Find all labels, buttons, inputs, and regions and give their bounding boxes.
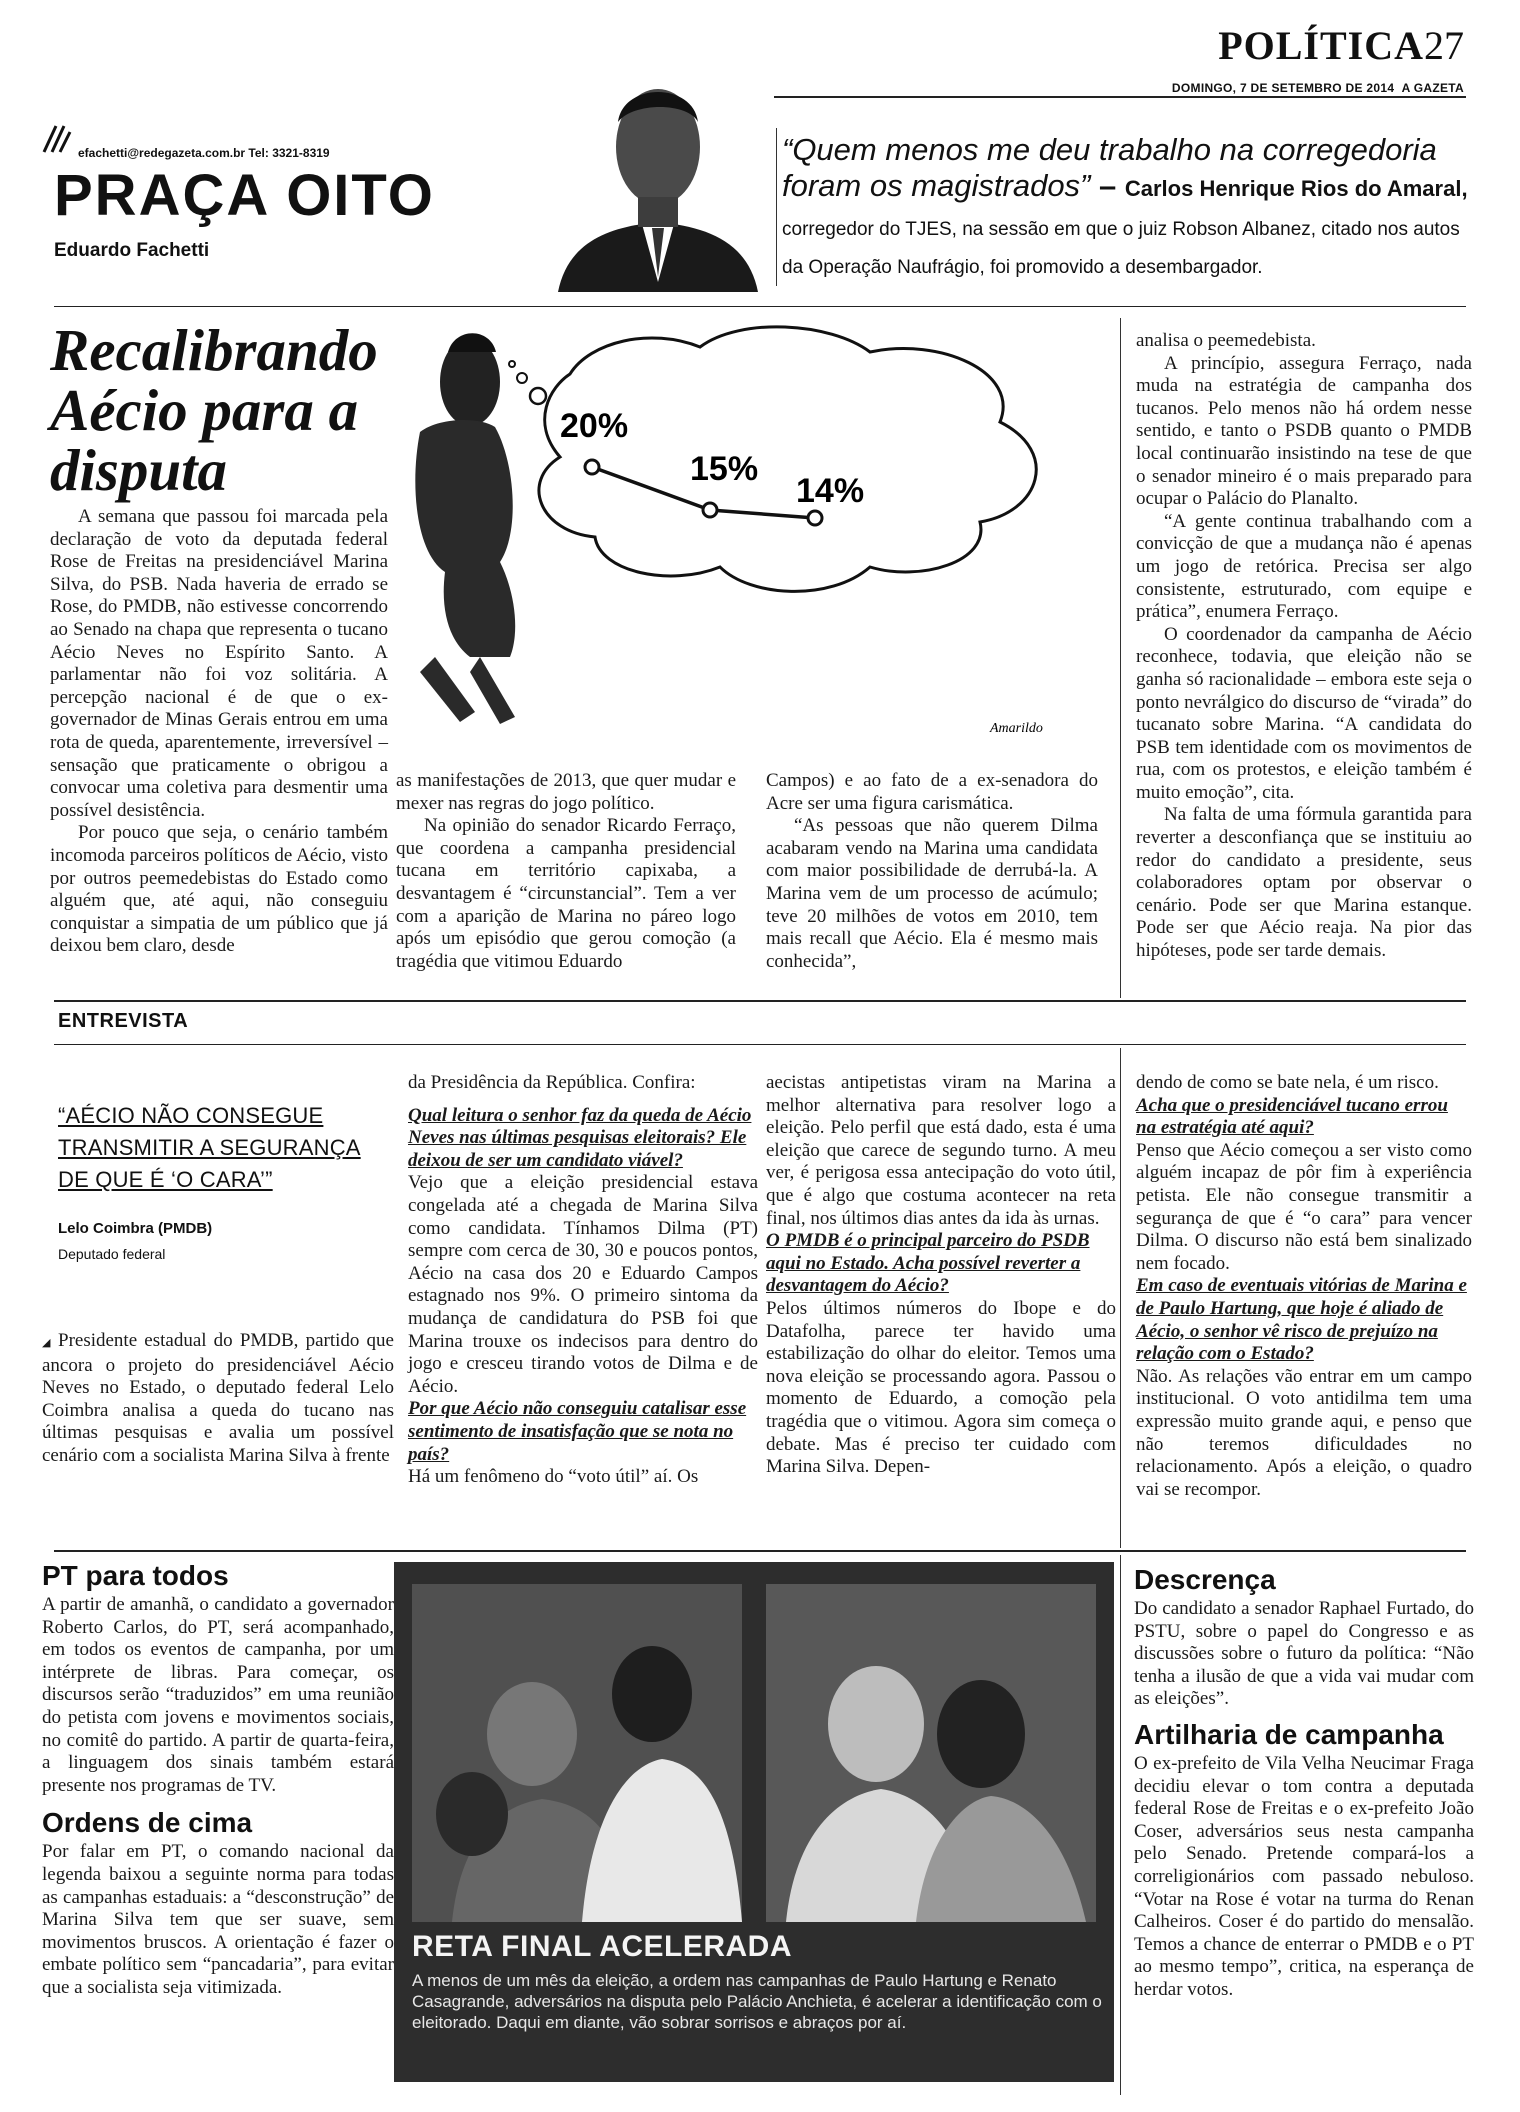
quote-text: “Quem menos me deu trabalho na corregedoria foram os magistrados” bbox=[782, 132, 1437, 203]
paragraph: Campos) e ao fato de a ex-senadora do Acre ser uma figura carismática. bbox=[766, 770, 1098, 814]
photo-title: RETA FINAL ACELERADA bbox=[412, 1930, 792, 1963]
main-headline: Recalibrando Aécio para a disputa bbox=[50, 317, 378, 503]
answer-4: Penso que Aécio começou a ser visto como alguém incapaz de pôr fim à experiência petista. Ele não consegue transmitir a segurança de que é “o cara” para vencer Dilma. O discurso não está bem sinalizado nem focado. bbox=[1136, 1139, 1472, 1274]
quote-dash: – bbox=[1090, 168, 1125, 203]
answer-2: Há um fenômeno do “voto útil” aí. Os bbox=[408, 1466, 699, 1488]
note-text-artilharia: O ex-prefeito de Vila Velha Neucimar Fraga decidiu elevar o tom contra a deputada federal Rose de Freitas e o ex-prefeito João Coser, adversários seus nesta campanha pelo Senado. Pretende compará-los a correligionários com passado nebuloso. “Votar na Rose é votar na turma do Renan Calheiros. Coser é do partido do mensalão. Temos a chance de enterrar o PMDB e o PT ao mesmo tempo”, critica, na esperança de herdar votos. bbox=[1134, 1752, 1474, 2000]
interview-col2 bbox=[408, 1072, 758, 1489]
cartoon bbox=[400, 312, 1080, 752]
interviewee-name: Lelo Coimbra (PMDB) bbox=[58, 1220, 213, 1237]
answer-1: Vejo que a eleição presidencial estava congelada até a chegada de Marina Silva como candidata. Tínhamos Dilma (PT) sempre com cerca de 30, 30 e poucos pontos, Aécio na casa dos 20 e Eduardo Campos estagnado nos 9%. O primeiro sintoma da mudança de candidatura do PSB foi que Marina trouxe os indecisos para dentro do jogo e cresceu tirando votos de Dilma e de Aécio. bbox=[408, 1172, 758, 1397]
column-divider bbox=[1120, 318, 1121, 998]
paragraph: O coordenador da campanha de Aécio reconhece, todavia, que eleição não se ganha só racionalidade – embora este seja o ponto nevrálgico do discurso de “virada” do tucanato sobre Marina. “A candidata do PSB tem identidade com os movimentos de rua, com os protestos, e eleição também é muito emoção”, cita. bbox=[1136, 623, 1472, 803]
photo-caption: A menos de um mês da eleição, a ordem nas campanhas de Paulo Hartung e Renato Casagrande, adversários na disputa pelo Palácio Anchieta, é acelerar a identificação com o eleitorado. Daqui em diante, vão sobrar sorrisos e abraços por aí. bbox=[412, 1971, 1102, 2032]
note-title-pt: PT para todos bbox=[42, 1560, 229, 1591]
question-1: Qual leitura o senhor faz da queda de Aécio Neves nas últimas pesquisas eleitorais? Ele deixou de ser um candidato viável? bbox=[408, 1104, 752, 1171]
top-quote bbox=[782, 132, 1484, 283]
interview-top-rule bbox=[54, 1000, 1466, 1002]
issue-date: DOMINGO, 7 DE SETEMBRO DE 2014 bbox=[1171, 81, 1395, 95]
cartoonist-signature: Amarildo bbox=[990, 721, 1043, 736]
slash-logo-icon bbox=[42, 118, 72, 154]
question-3: O PMDB é o principal parceiro do PSDB aqui no Estado. Acha possível reverter a desvantagem do Aécio? bbox=[766, 1230, 1090, 1297]
header-rule bbox=[774, 96, 1466, 98]
column-title: PRAÇA OITO bbox=[54, 163, 435, 228]
paragraph: Por pouco que seja, o cenário também incomoda parceiros políticos de Aécio, visto por outros peemedebistas do Estado como alguém que, até aqui, não conseguiu conquistar a simpatia de um público que já deixou bem claro, desde bbox=[50, 822, 388, 957]
notes-col-left bbox=[42, 1560, 394, 2000]
paragraph: as manifestações de 2013, que quer mudar e mexer nas regras do jogo político. bbox=[396, 770, 736, 814]
newspaper-name: A GAZETA bbox=[1401, 81, 1464, 95]
paragraph: Na opinião do senador Ricardo Ferraço, que coordena a campanha presidencial tucana em território capixaba, a desvantagem é “circunstancial”. Tem a ver com a aparição de Marina no páreo logo após um episódio que gerou comoção (a tragédia que vitimou Eduardo bbox=[396, 815, 736, 972]
question-2: Por que Aécio não conseguiu catalisar esse sentimento de insatisfação que se nota no país? bbox=[408, 1398, 747, 1465]
columnist-portrait bbox=[538, 52, 778, 292]
column-contact: efachetti@redegazeta.com.br Tel: 3321-8319 bbox=[78, 146, 330, 160]
page-number: 27 bbox=[1424, 23, 1464, 68]
answer-3-end: dendo de como se bate nela, é um risco. bbox=[1136, 1072, 1439, 1093]
interview-intro bbox=[42, 1330, 394, 1468]
interview-pull-quote: “AÉCIO NÃO CONSEGUE TRANSMITIR A SEGURANÇA DE QUE É ‘O CARA’” bbox=[58, 1103, 361, 1192]
note-text-ordens: Por falar em PT, o comando nacional da legenda baixou a seguinte norma para todas as campanhas estaduais: a “desconstrução” de Marina Silva tem que ser suave, sem movimentos bruscos. A orientação é fazer o embate político sem “pancadaria”, para evitar que a socialista seja vitimizada. bbox=[42, 1841, 394, 1998]
paragraph: A semana que passou foi marcada pela declaração de voto da deputada federal Rose de Freitas na presidenciável Marina Silva, do PSB. Nada haveria de errado se Rose, do PMDB, não estivesse concorrendo ao Senado na chapa que representa o tucano Aécio Neves no Espírito Santo. A parlamentar não foi voz solitária. A percepção nacional é de que o ex-governador de Minas Gerais entrou em uma rota de queda, aparentemente, irreversível – sensação que praticamente o obrigou a convocar uma coletiva para desmentir uma possível desistência. bbox=[50, 506, 388, 821]
notes-top-rule bbox=[54, 1550, 1466, 1552]
interview-col4 bbox=[1136, 1072, 1472, 1501]
interview-label-rule bbox=[54, 1044, 1466, 1045]
paragraph: A princípio, assegura Ferraço, nada muda na estratégia de campanha dos tucanos. Pelo menos não há ordem nesse sentido, e tanto o PSDB quanto o PMDB local continuarão insistindo na tese de que o senador mineiro é o mais preparado para ocupar o Palácio do Planalto. bbox=[1136, 352, 1472, 510]
paragraph: analisa o peemedebista. bbox=[1136, 330, 1316, 351]
note-text-descrenca: Do candidato a senador Raphael Furtado, do PSTU, sobre o papel do Congresso e as discussões sobre o futuro da política: “Não tenha a ilusão de que a vida vai mudar com as eleições”. bbox=[1134, 1598, 1474, 1710]
interviewee-role: Deputado federal bbox=[58, 1246, 166, 1262]
column-divider bbox=[1120, 1555, 1121, 2095]
answer-3: Pelos últimos números do Ibope e do Datafolha, parece ter havido uma estabilização do olhar do eleitor. Temos uma nova eleição se processando agora. Passou o momento de Eduardo, a comoção pela tragédia que o vitimou. Agora sim começa o debate. Mas é preciso ter cuidado com Marina Silva. Depen- bbox=[766, 1297, 1116, 1478]
note-title-ordens: Ordens de cima bbox=[42, 1807, 253, 1839]
campaign-photo-2 bbox=[766, 1584, 1096, 1922]
campaign-photo-1 bbox=[412, 1584, 742, 1922]
interview-col3 bbox=[766, 1072, 1116, 1479]
bubble-value-1: 20% bbox=[560, 407, 629, 445]
column-author: Eduardo Fachetti bbox=[54, 240, 210, 261]
masthead-rule bbox=[54, 306, 1466, 307]
question-4: Acha que o presidenciável tucano errou na estratégia até aqui? bbox=[1136, 1094, 1448, 1139]
bubble-value-3: 14% bbox=[796, 472, 865, 510]
note-title-descrenca: Descrença bbox=[1134, 1564, 1276, 1595]
answer-2-continued: aecistas antipetistas viram na Marina a melhor alternativa para resolver logo a eleição. Pelo perfil que está dado, esta é uma eleição que carece de segundo turno. A meu ver, é perigosa essa antecipação do voto útil, que é algo que costuma acontecer na reta final, nos últimos dias antes da ida às urnas. bbox=[766, 1072, 1116, 1229]
section-name: POLÍTICA bbox=[1218, 23, 1424, 68]
article-col2 bbox=[396, 770, 736, 973]
interview-label: ENTREVISTA bbox=[58, 1010, 189, 1032]
photo-block bbox=[394, 1562, 1114, 2082]
page-header bbox=[1172, 24, 1464, 95]
paragraph: Na falta de uma fórmula garantida para reverter a desconfiança que se instituiu ao redor do candidato a presidente, seus colaboradores optam por observar o cenário. Pode ser que Marina estanque. Pode ser que Aécio reaja. Na pior das hipóteses, pode ser tarde demais. bbox=[1136, 804, 1472, 962]
bubble-value-2: 15% bbox=[690, 450, 759, 488]
quote-speaker: Carlos Henrique Rios do Amaral, bbox=[1124, 176, 1468, 201]
paragraph: “As pessoas que não querem Dilma acabaram vendo na Marina uma candidata com maior possibilidade de derrubá-la. A Marina vem de um processo de acúmulo; teve 20 milhões de votos em 2010, tem mais recall que Aécio. Ela é mesmo mais conhecida”, bbox=[766, 815, 1098, 972]
question-5: Em caso de eventuais vitórias de Marina e de Paulo Hartung, que hoje é aliado de Aécio, o senhor vê risco de prejuízo na relação com o Estado? bbox=[1136, 1275, 1467, 1365]
note-text-pt: A partir de amanhã, o candidato a governador Roberto Carlos, do PT, será acompanhado, em todos os eventos de campanha, por um intérprete de libras. Para começar, os discursos serão “traduzidos” em uma reunião do petista com jovens e movimentos sociais, no comitê do partido. A partir de quarta-feira, a linguagem dos sinais também estará presente nos programas de TV. bbox=[42, 1594, 394, 1796]
answer-5: Não. As relações vão entrar em um campo institucional. O voto antidilma tem uma expressão muito grande aqui, e penso que não teremos dificuldades no relacionamento. Após a eleição, o quadro vai se recompor. bbox=[1136, 1365, 1472, 1500]
quote-context: corregedor do TJES, na sessão em que o juiz Robson Albanez, citado nos autos da Operação Naufrágio, foi promovido a desembargador. bbox=[782, 219, 1460, 278]
article-col4 bbox=[1136, 330, 1472, 963]
paragraph: “A gente continua trabalhando com a convicção de que a mudança não é apenas um jogo de retórica. Precisa ser algo consistente, estruturado, com equipe e prática”, enumera Ferraço. bbox=[1136, 510, 1472, 623]
article-col1 bbox=[50, 506, 388, 958]
article-col3 bbox=[766, 770, 1098, 973]
notes-col-right bbox=[1134, 1564, 1474, 2002]
triangle-bullet-icon: ◢ bbox=[42, 1337, 58, 1349]
note-title-artilharia: Artilharia de campanha bbox=[1134, 1718, 1444, 1750]
column-divider bbox=[1120, 1048, 1121, 1548]
intro-text: Presidente estadual do PMDB, partido que ancora o projeto do presidenciável Aécio Neves no Estado, o deputado federal Lelo Coimbra analisa a queda do tucano nas últimas pesquisas e avalia um possível cenário com a socialista Marina Silva à frente bbox=[42, 1330, 394, 1466]
quote-divider bbox=[776, 128, 777, 286]
interview-lead: da Presidência da República. Confira: bbox=[408, 1072, 696, 1093]
